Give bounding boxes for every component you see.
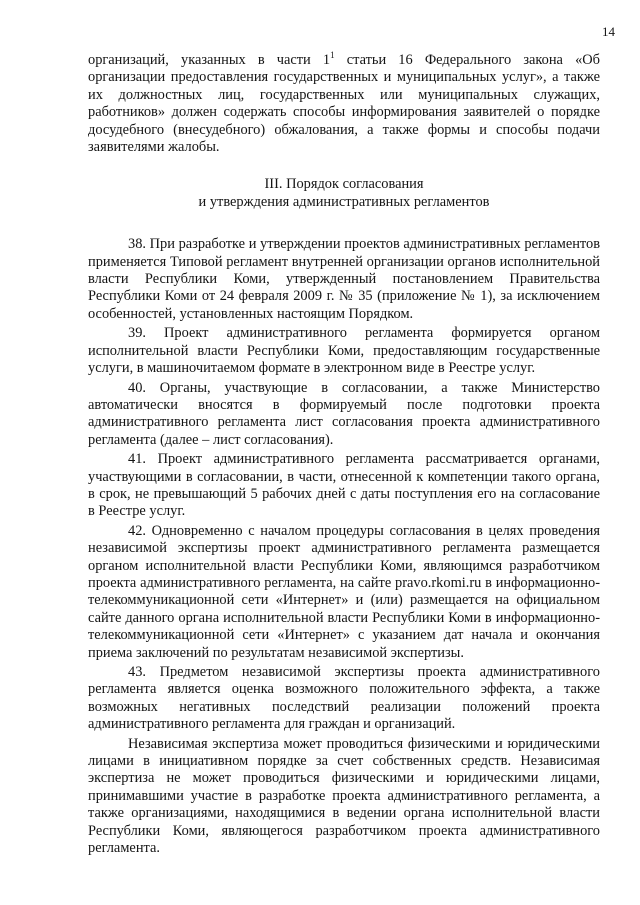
- paragraph-43: 43. Предметом независимой экспертизы проекта административного регламента является оценка возможного положительного эффекта, а также возможных негативных последствий реализации положений проекта административного регламента для граждан и организаций.: [88, 664, 600, 733]
- paragraph-independent-expertise: Независимая экспертиза может проводиться физическими и юридическими лицами в инициативном порядке за счет собственных средств. Независимая экспертиза не может проводиться физическими и юридическими лицами, принимавшими участие в разработке проекта административного регламента, а также организациями, находящимися в ведении органа исполнительной власти Республики Коми, являющегося разработчиком проекта административного регламента.: [88, 735, 600, 857]
- superscript-note: 1: [330, 50, 335, 60]
- paragraph-40: 40. Органы, участвующие в согласовании, а также Министерство автоматически вносятся в формируемый после подготовки проекта административного регламента лист согласования проекта административного регламента (далее – лист согласования).: [88, 379, 600, 448]
- paragraph-42: 42. Одновременно с началом процедуры согласования в целях проведения независимой экспертизы проект административного регламента размещается органом исполнительной власти Республики Коми, являющимся разработчиком проекта административного регламента, на сайте pravo.rkomi.ru в информационно-телекоммуникационной сети «Интернет» и (или) размещается на официальном сайте данного органа исполнительной власти Республики Коми в информационно-телекоммуникационной сети «Интернет» с указанием дат начала и окончания приема заключений по результатам независимой экспертизы.: [88, 522, 600, 661]
- section-title-line-2: и утверждения административных регламентов: [198, 193, 490, 210]
- intro-paragraph: [88, 52, 600, 156]
- section-heading: [88, 176, 600, 211]
- page-number: 14: [602, 24, 615, 39]
- section-title-line-1: III. Порядок согласования: [264, 176, 424, 193]
- paragraph-39: 39. Проект административного регламента формируется органом исполнительной власти Республики Коми, предоставляющим государственные услуги, в машиночитаемом формате в электронном виде в Реестре услуг.: [88, 325, 600, 377]
- page-content: [88, 52, 600, 857]
- intro-text-start: организаций, указанных в части 1: [88, 52, 331, 68]
- paragraph-41: 41. Проект административного регламента рассматривается органами, участвующими в согласовании, в части, отнесенной к компетенции такого органа, в срок, не превышающий 5 рабочих дней с даты поступления его на согласование в Реестре услуг.: [88, 451, 600, 520]
- paragraph-38: 38. При разработке и утверждении проектов административных регламентов применяется Типовой регламент внутренней организации органов исполнительной власти Республики Коми, утвержденный постановлением Правительства Республики Коми от 24 февраля 2009 г. № 35 (приложение № 1), за исключением особенностей, установленных настоящим Порядком.: [88, 236, 600, 322]
- intro-text-rest: статьи 16 Федерального закона «Об организации предоставления государственных и муниципальных услуг», а также их должностных лиц, государственных или муниципальных служащих, работников» должен содержать способы информирования заявителей о порядке досудебного (внесудебного) обжалования, а также формы и способы подачи заявителями жалобы.: [88, 52, 600, 156]
